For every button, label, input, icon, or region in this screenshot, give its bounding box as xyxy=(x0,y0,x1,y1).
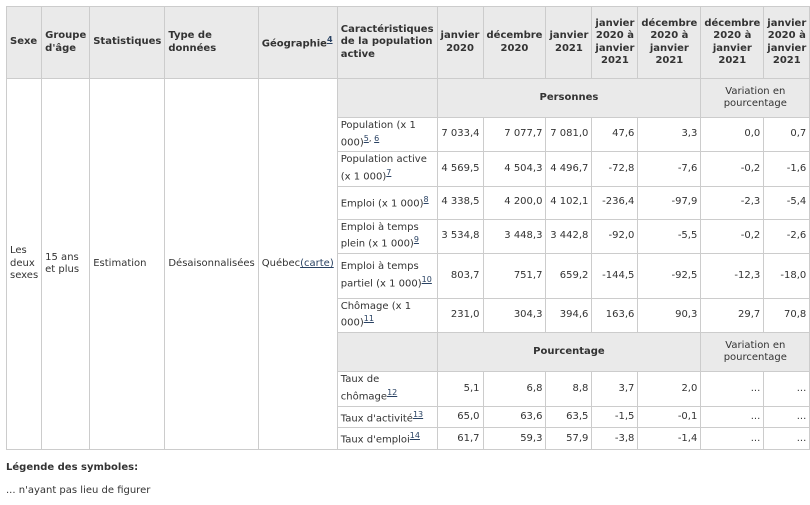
value-cell: 61,7 xyxy=(437,428,483,450)
geographie-label: Québec xyxy=(261,257,301,269)
value-cell: -5,4 xyxy=(764,186,810,219)
value-cell: 8,8 xyxy=(546,372,592,406)
value-cell: 0,7 xyxy=(764,118,810,152)
header-period: décembre 2020 xyxy=(483,7,546,79)
value-cell: 7 081,0 xyxy=(546,118,592,152)
header-geographie xyxy=(258,7,337,79)
header-period: janvier 2020 à janvier 2021 xyxy=(592,7,638,79)
row-label xyxy=(337,152,437,186)
value-cell: 231,0 xyxy=(437,298,483,332)
value-cell: 4 569,5 xyxy=(437,152,483,186)
value-cell: -1,4 xyxy=(638,428,701,450)
row-label-text: Emploi (x 1 000) xyxy=(340,198,424,210)
value-cell: -2,6 xyxy=(764,219,810,253)
legend-symbol: ... xyxy=(6,485,16,496)
value-cell: 3 442,8 xyxy=(546,219,592,253)
row-label xyxy=(337,428,437,450)
value-cell: 90,3 xyxy=(638,298,701,332)
footnote-link[interactable]: 9 xyxy=(413,235,419,245)
row-label-text: Chômage (x 1 000) xyxy=(340,300,412,329)
row-label-text: Population active (x 1 000) xyxy=(340,154,427,183)
cell-type-donnees: Désaisonnalisées xyxy=(165,79,258,450)
header-statistiques: Statistiques xyxy=(90,7,165,79)
cell-statistiques: Estimation xyxy=(90,79,165,450)
value-cell: 3 534,8 xyxy=(437,219,483,253)
header-sexe: Sexe xyxy=(7,7,42,79)
legend-title: Légende des symboles: xyxy=(6,462,139,473)
value-cell: 4 102,1 xyxy=(546,186,592,219)
value-cell: -144,5 xyxy=(592,253,638,298)
value-cell: -12,3 xyxy=(701,253,764,298)
value-cell: 47,6 xyxy=(592,118,638,152)
cell-geographie xyxy=(258,79,337,450)
value-cell: -92,0 xyxy=(592,219,638,253)
value-cell: -7,6 xyxy=(638,152,701,186)
row-label-text: Taux d'emploi xyxy=(340,434,410,446)
value-cell: -72,8 xyxy=(592,152,638,186)
value-cell: 4 338,5 xyxy=(437,186,483,219)
value-cell: -0,2 xyxy=(701,152,764,186)
section1-variation: Variation en pourcentage xyxy=(701,79,810,118)
value-cell: 0,0 xyxy=(701,118,764,152)
value-cell: -0,1 xyxy=(638,406,701,428)
value-cell: -18,0 xyxy=(764,253,810,298)
footnote-link[interactable]: 12 xyxy=(387,387,398,397)
value-cell: ... xyxy=(764,406,810,428)
value-cell: 6,8 xyxy=(483,372,546,406)
row-label xyxy=(337,406,437,428)
value-cell: 7 077,7 xyxy=(483,118,546,152)
value-cell: 63,6 xyxy=(483,406,546,428)
value-cell: 2,0 xyxy=(638,372,701,406)
footnote-link[interactable]: 10 xyxy=(421,274,432,284)
value-cell: ... xyxy=(764,372,810,406)
row-label xyxy=(337,253,437,298)
value-cell: 3,3 xyxy=(638,118,701,152)
value-cell: 4 496,7 xyxy=(546,152,592,186)
value-cell: 7 033,4 xyxy=(437,118,483,152)
section1-blank xyxy=(337,79,437,118)
footnote-link[interactable]: 14 xyxy=(409,431,420,441)
footnote-link[interactable]: 7 xyxy=(386,167,392,177)
value-cell: 5,1 xyxy=(437,372,483,406)
value-cell: 163,6 xyxy=(592,298,638,332)
row-label: Population (x 1 000)$^{5, 6}$ xyxy=(337,118,437,152)
header-type-donnees: Type de données xyxy=(165,7,258,79)
value-cell: 57,9 xyxy=(546,428,592,450)
header-groupe-age: Groupe d'âge xyxy=(42,7,90,79)
row-label-text: Population (x 1 000) xyxy=(340,120,416,148)
value-cell: 659,2 xyxy=(546,253,592,298)
value-cell: -97,9 xyxy=(638,186,701,219)
value-cell: 4 504,3 xyxy=(483,152,546,186)
footnote-link[interactable]: 6 xyxy=(374,133,380,143)
labour-force-table xyxy=(6,6,810,450)
header-caracteristiques: Caractéristiques de la population active xyxy=(337,7,437,79)
header-period: janvier 2021 xyxy=(546,7,592,79)
legend-row xyxy=(6,485,150,496)
value-cell: -1,5 xyxy=(592,406,638,428)
section1-unit: Personnes xyxy=(437,79,701,118)
value-cell: -3,8 xyxy=(592,428,638,450)
value-cell: 751,7 xyxy=(483,253,546,298)
section2-blank xyxy=(337,333,437,372)
value-cell: ... xyxy=(764,428,810,450)
footnote-link[interactable]: 13 xyxy=(412,409,424,419)
footnote-link[interactable]: 5 xyxy=(363,133,369,143)
row-label-text: Taux de chômage xyxy=(340,374,388,403)
value-cell: 70,8 xyxy=(764,298,810,332)
footnote-link[interactable]: 8 xyxy=(423,195,429,205)
header-geographie-label: Géographie xyxy=(261,38,327,50)
value-cell: 394,6 xyxy=(546,298,592,332)
value-cell: 59,3 xyxy=(483,428,546,450)
value-cell: 803,7 xyxy=(437,253,483,298)
header-period: janvier 2020 xyxy=(437,7,483,79)
value-cell: -0,2 xyxy=(701,219,764,253)
value-cell: 63,5 xyxy=(546,406,592,428)
header-period: décembre 2020 à janvier 2021 xyxy=(701,7,764,79)
row-label xyxy=(337,219,437,253)
row-label-text: Emploi à temps partiel (x 1 000) xyxy=(340,261,422,290)
row-label-text: Emploi à temps plein (x 1 000) xyxy=(340,221,419,250)
header-period: janvier 2020 à janvier 2021 xyxy=(764,7,810,79)
row-label-text: Taux d'activité xyxy=(340,412,413,424)
header-period: décembre 2020 à janvier 2021 xyxy=(638,7,701,79)
value-cell: -92,5 xyxy=(638,253,701,298)
footnote-link[interactable]: 4 xyxy=(326,35,333,45)
cell-sexe: Les deux sexes xyxy=(7,79,42,450)
value-cell: -236,4 xyxy=(592,186,638,219)
section2-unit: Pourcentage xyxy=(437,333,701,372)
row-label xyxy=(337,186,437,219)
value-cell: 65,0 xyxy=(437,406,483,428)
footnote-link[interactable]: 11 xyxy=(363,314,374,324)
value-cell: 29,7 xyxy=(701,298,764,332)
value-cell: -5,5 xyxy=(638,219,701,253)
value-cell: -2,3 xyxy=(701,186,764,219)
value-cell: 304,3 xyxy=(483,298,546,332)
value-cell: 3,7 xyxy=(592,372,638,406)
legend-meaning: n'ayant pas lieu de figurer xyxy=(18,485,151,496)
row-label xyxy=(337,298,437,332)
value-cell: 4 200,0 xyxy=(483,186,546,219)
row-label xyxy=(337,372,437,406)
map-link[interactable]: (carte) xyxy=(300,257,334,269)
section2-variation: Variation en pourcentage xyxy=(701,333,810,372)
value-cell: -1,6 xyxy=(764,152,810,186)
value-cell: 3 448,3 xyxy=(483,219,546,253)
value-cell: ... xyxy=(701,406,764,428)
value-cell: ... xyxy=(701,428,764,450)
cell-groupe-age: 15 ans et plus xyxy=(42,79,90,450)
value-cell: ... xyxy=(701,372,764,406)
